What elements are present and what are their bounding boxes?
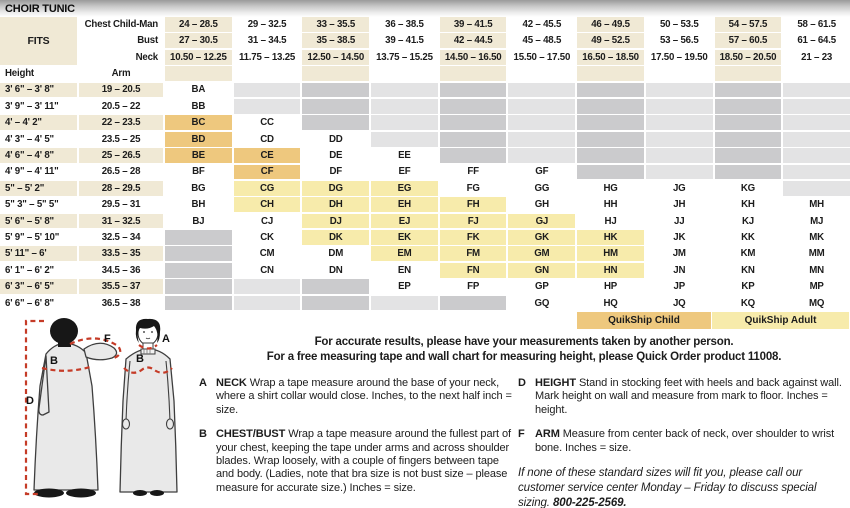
size-code-cell-quikship-adult: EK xyxy=(371,230,438,245)
size-unavailable-cell xyxy=(783,83,850,98)
subheader-spacer-cell xyxy=(646,66,713,81)
size-code-cell: HJ xyxy=(577,214,644,229)
instructions-left-column xyxy=(199,377,513,506)
size-unavailable-cell xyxy=(783,99,850,114)
size-unavailable-cell xyxy=(302,296,369,311)
size-unavailable-cell xyxy=(440,115,507,130)
size-code-cell-quikship-adult: DJ xyxy=(302,214,369,229)
size-code-cell: MP xyxy=(783,279,850,294)
section-term-height: HEIGHT xyxy=(535,377,576,389)
arm-range-cell: 20.5 – 22 xyxy=(79,99,163,114)
subheader-spacer-cell xyxy=(783,66,850,81)
fit-range-cell: 49 – 52.5 xyxy=(577,33,644,48)
size-unavailable-cell xyxy=(371,83,438,98)
arm-range-cell: 19 – 20.5 xyxy=(79,83,163,98)
size-code-cell: MJ xyxy=(783,214,850,229)
arm-range-cell: 35.5 – 37 xyxy=(79,279,163,294)
fit-range-cell: 45 – 48.5 xyxy=(508,33,575,48)
size-code-cell: JQ xyxy=(646,296,713,311)
size-code-cell: KJ xyxy=(715,214,782,229)
size-code-cell: EP xyxy=(371,279,438,294)
size-unavailable-cell xyxy=(371,132,438,147)
figure-label-f: F xyxy=(104,333,111,345)
size-unavailable-cell xyxy=(646,132,713,147)
size-unavailable-cell xyxy=(440,148,507,163)
section-text-chest-bust xyxy=(216,428,513,495)
section-body-chest-bust: Wrap a tape measure around the fullest part of your chest, keeping the tape under arms and across shoulder blades. Wrap loosely, with a couple of fingers between tape and body. (Ladies, note that bra size is not bust size – please measure for accurate size.) Inches = size. xyxy=(216,428,511,494)
size-code-cell: MK xyxy=(783,230,850,245)
subheader-spacer-cell xyxy=(715,66,782,81)
height-range-cell: 4' 3" – 4' 5" xyxy=(0,132,77,147)
size-unavailable-cell xyxy=(715,148,782,163)
size-code-cell: BB xyxy=(165,99,232,114)
size-unavailable-cell xyxy=(783,132,850,147)
size-unavailable-cell xyxy=(302,115,369,130)
size-code-cell-quikship-adult: CH xyxy=(234,197,301,212)
size-code-cell: GG xyxy=(508,181,575,196)
subheader-spacer-cell xyxy=(440,66,507,81)
fit-range-cell: 53 – 56.5 xyxy=(646,33,713,48)
size-code-cell-quikship-adult: FN xyxy=(440,263,507,278)
size-code-cell: JG xyxy=(646,181,713,196)
size-unavailable-cell xyxy=(646,83,713,98)
instructions-right-column xyxy=(518,377,848,508)
arm-range-cell: 22 – 23.5 xyxy=(79,115,163,130)
fit-range-cell: 13.75 – 15.25 xyxy=(371,50,438,65)
arm-range-cell: 34.5 – 36 xyxy=(79,263,163,278)
size-unavailable-cell xyxy=(715,83,782,98)
size-code-cell: KG xyxy=(715,181,782,196)
size-code-cell-quikship-child: BC xyxy=(165,115,232,130)
size-unavailable-cell xyxy=(234,279,301,294)
size-code-cell-quikship-adult: GM xyxy=(508,246,575,261)
fit-row-label: Chest Child-Man xyxy=(79,17,163,32)
size-code-cell: CD xyxy=(234,132,301,147)
size-code-cell-quikship-adult: FK xyxy=(440,230,507,245)
size-unavailable-cell xyxy=(783,148,850,163)
fit-range-cell: 12.50 – 14.50 xyxy=(302,50,369,65)
fit-range-cell: 10.50 – 12.25 xyxy=(165,50,232,65)
size-code-cell: HQ xyxy=(577,296,644,311)
size-unavailable-cell xyxy=(165,263,232,278)
size-code-cell: JM xyxy=(646,246,713,261)
arm-range-cell: 32.5 – 34 xyxy=(79,230,163,245)
size-code-cell-quikship-adult: FM xyxy=(440,246,507,261)
size-unavailable-cell xyxy=(371,115,438,130)
size-code-cell: BA xyxy=(165,83,232,98)
height-range-cell: 3' 6" – 3' 8" xyxy=(0,83,77,98)
subheader-spacer-cell xyxy=(234,66,301,81)
size-code-cell-quikship-adult: DH xyxy=(302,197,369,212)
size-code-cell: FG xyxy=(440,181,507,196)
size-code-cell: EF xyxy=(371,165,438,180)
page-title: CHOIR TUNIC xyxy=(5,2,75,15)
size-unavailable-cell xyxy=(165,246,232,261)
section-chest-bust xyxy=(199,428,513,495)
size-code-cell-quikship-adult: CG xyxy=(234,181,301,196)
size-code-cell: EE xyxy=(371,148,438,163)
special-sizing-text: If none of these standard sizes will fit you, please call our customer service center Monday – Friday to discuss special sizing. xyxy=(518,467,817,508)
size-code-cell: CN xyxy=(234,263,301,278)
fit-range-cell: 50 – 53.5 xyxy=(646,17,713,32)
size-code-cell-quikship-adult: HK xyxy=(577,230,644,245)
size-code-cell: HG xyxy=(577,181,644,196)
intro-line-2: For a free measuring tape and wall chart for measuring height, please Quick Order product 11008. xyxy=(266,351,782,363)
height-range-cell: 5" 3" – 5" 5" xyxy=(0,197,77,212)
section-letter-f: F xyxy=(518,428,525,441)
size-code-cell: BH xyxy=(165,197,232,212)
section-body-neck: Wrap a tape measure around the base of your neck, where a shirt collar would close. Inches, to the next half inch = size. xyxy=(216,377,512,416)
fit-range-cell: 54 – 57.5 xyxy=(715,17,782,32)
fit-row-label: Neck xyxy=(79,50,163,65)
size-code-cell: HH xyxy=(577,197,644,212)
section-term-chest-bust: CHEST/BUST xyxy=(216,428,286,441)
size-code-cell: GH xyxy=(508,197,575,212)
fit-range-cell: 39 – 41.5 xyxy=(371,33,438,48)
size-code-cell-quikship-adult: EH xyxy=(371,197,438,212)
section-text-height xyxy=(535,377,848,417)
size-code-cell: EN xyxy=(371,263,438,278)
section-term-neck: NECK xyxy=(216,377,247,389)
size-code-cell: FF xyxy=(440,165,507,180)
tunic-illustration xyxy=(2,316,198,508)
fit-range-cell: 36 – 38.5 xyxy=(371,17,438,32)
intro-text xyxy=(200,335,848,365)
size-code-cell: DE xyxy=(302,148,369,163)
size-unavailable-cell xyxy=(783,165,850,180)
size-code-cell-quikship-adult: DG xyxy=(302,181,369,196)
height-range-cell: 4' – 4' 2" xyxy=(0,115,77,130)
section-text-neck xyxy=(216,377,513,417)
size-code-cell: DM xyxy=(302,246,369,261)
size-unavailable-cell xyxy=(371,99,438,114)
size-code-cell: CJ xyxy=(234,214,301,229)
subheader-spacer-cell xyxy=(165,66,232,81)
size-unavailable-cell xyxy=(646,99,713,114)
size-unavailable-cell xyxy=(440,296,507,311)
figure-label-d: D xyxy=(26,395,34,407)
size-unavailable-cell xyxy=(508,132,575,147)
size-code-cell-quikship-adult: GJ xyxy=(508,214,575,229)
size-unavailable-cell xyxy=(646,148,713,163)
height-range-cell: 4' 6" – 4' 8" xyxy=(0,148,77,163)
fit-range-cell: 31 – 34.5 xyxy=(234,33,301,48)
arm-range-cell: 29.5 – 31 xyxy=(79,197,163,212)
front-view-figure xyxy=(120,319,177,496)
size-unavailable-cell xyxy=(440,99,507,114)
size-code-cell: KQ xyxy=(715,296,782,311)
section-body-arm: Measure from center back of neck, over shoulder to wrist bone. Inches = size. xyxy=(535,428,835,454)
size-code-cell: JK xyxy=(646,230,713,245)
arm-range-cell: 33.5 – 35 xyxy=(79,246,163,261)
size-unavailable-cell xyxy=(646,165,713,180)
fit-row-label: Bust xyxy=(79,33,163,48)
size-code-cell-quikship-child: BE xyxy=(165,148,232,163)
section-arm xyxy=(518,428,848,455)
tunic-illustration-svg xyxy=(2,316,198,508)
fit-range-cell: 42 – 44.5 xyxy=(440,33,507,48)
size-unavailable-cell xyxy=(302,83,369,98)
size-code-cell: MM xyxy=(783,246,850,261)
fit-range-cell: 42 – 45.5 xyxy=(508,17,575,32)
size-unavailable-cell xyxy=(371,296,438,311)
size-code-cell-quikship-child: CE xyxy=(234,148,301,163)
height-range-cell: 4' 9" – 4' 11" xyxy=(0,165,77,180)
size-unavailable-cell xyxy=(577,132,644,147)
section-letter-a: A xyxy=(199,377,207,389)
size-code-cell-quikship-adult: FJ xyxy=(440,214,507,229)
size-code-cell: KP xyxy=(715,279,782,294)
size-unavailable-cell xyxy=(234,296,301,311)
fit-range-cell: 61 – 64.5 xyxy=(783,33,850,48)
fit-range-cell: 11.75 – 13.25 xyxy=(234,50,301,65)
size-unavailable-cell xyxy=(165,296,232,311)
size-unavailable-cell xyxy=(165,279,232,294)
size-unavailable-cell xyxy=(715,99,782,114)
back-view-figure xyxy=(26,318,120,498)
size-code-cell: BG xyxy=(165,181,232,196)
size-code-cell: MH xyxy=(783,197,850,212)
size-code-cell: CK xyxy=(234,230,301,245)
height-range-cell: 5" – 5' 2" xyxy=(0,181,77,196)
size-code-cell: DN xyxy=(302,263,369,278)
size-table xyxy=(0,17,850,311)
quikship-legend xyxy=(577,312,849,329)
size-unavailable-cell xyxy=(577,115,644,130)
fit-range-cell: 17.50 – 19.50 xyxy=(646,50,713,65)
fit-range-cell: 58 – 61.5 xyxy=(783,17,850,32)
size-code-cell: JP xyxy=(646,279,713,294)
size-code-cell-quikship-adult: HM xyxy=(577,246,644,261)
size-unavailable-cell xyxy=(577,165,644,180)
size-code-cell: CC xyxy=(234,115,301,130)
size-code-cell: FP xyxy=(440,279,507,294)
size-unavailable-cell xyxy=(715,115,782,130)
fits-label: FITS xyxy=(0,17,77,65)
section-neck xyxy=(199,377,513,417)
fit-range-cell: 21 – 23 xyxy=(783,50,850,65)
size-unavailable-cell xyxy=(508,99,575,114)
size-code-cell: BJ xyxy=(165,214,232,229)
size-code-cell: DF xyxy=(302,165,369,180)
section-letter-d: D xyxy=(518,377,526,389)
title-bar xyxy=(0,0,850,17)
height-range-cell: 6' 3" – 6' 5" xyxy=(0,279,77,294)
size-code-cell: HP xyxy=(577,279,644,294)
arm-range-cell: 23.5 – 25 xyxy=(79,132,163,147)
section-letter-b: B xyxy=(199,428,207,441)
fit-range-cell: 27 – 30.5 xyxy=(165,33,232,48)
size-unavailable-cell xyxy=(783,115,850,130)
section-term-arm: ARM xyxy=(535,428,560,441)
size-code-cell: DD xyxy=(302,132,369,147)
size-code-cell: KN xyxy=(715,263,782,278)
size-code-cell: GF xyxy=(508,165,575,180)
fit-range-cell: 39 – 41.5 xyxy=(440,17,507,32)
size-unavailable-cell xyxy=(715,132,782,147)
section-body-height: Stand in stocking feet with heels and back against wall. Mark height on wall and measure from mark to floor. Inches = height. xyxy=(535,377,842,416)
size-unavailable-cell xyxy=(165,230,232,245)
special-sizing-note xyxy=(518,466,848,508)
legend-quikship-child: QuikShip Child xyxy=(577,312,711,329)
size-unavailable-cell xyxy=(577,99,644,114)
size-code-cell-quikship-adult: FH xyxy=(440,197,507,212)
section-text-arm xyxy=(535,428,848,455)
size-code-cell: GQ xyxy=(508,296,575,311)
size-code-cell-quikship-adult: EM xyxy=(371,246,438,261)
size-code-cell-quikship-adult: HN xyxy=(577,263,644,278)
size-unavailable-cell xyxy=(302,279,369,294)
figure-label-a: A xyxy=(162,333,170,345)
customer-service-phone: 800-225-2569. xyxy=(553,497,627,508)
size-unavailable-cell xyxy=(508,83,575,98)
subheader-spacer-cell xyxy=(302,66,369,81)
fit-range-cell: 29 – 32.5 xyxy=(234,17,301,32)
size-unavailable-cell xyxy=(577,83,644,98)
size-code-cell: KK xyxy=(715,230,782,245)
subheader-spacer-cell xyxy=(577,66,644,81)
fit-range-cell: 15.50 – 17.50 xyxy=(508,50,575,65)
size-code-cell-quikship-adult: GN xyxy=(508,263,575,278)
arm-range-cell: 28 – 29.5 xyxy=(79,181,163,196)
size-unavailable-cell xyxy=(783,181,850,196)
figure-label-b-back: B xyxy=(50,355,58,367)
height-range-cell: 6' 6" – 6' 8" xyxy=(0,296,77,311)
size-unavailable-cell xyxy=(234,99,301,114)
size-code-cell: KM xyxy=(715,246,782,261)
size-code-cell: BF xyxy=(165,165,232,180)
size-code-cell-quikship-child: BD xyxy=(165,132,232,147)
size-unavailable-cell xyxy=(715,165,782,180)
size-code-cell-quikship-adult: GK xyxy=(508,230,575,245)
height-range-cell: 3' 9" – 3' 11" xyxy=(0,99,77,114)
fit-range-cell: 35 – 38.5 xyxy=(302,33,369,48)
size-code-cell: CM xyxy=(234,246,301,261)
size-unavailable-cell xyxy=(646,115,713,130)
arm-range-cell: 25 – 26.5 xyxy=(79,148,163,163)
arm-range-cell: 36.5 – 38 xyxy=(79,296,163,311)
height-range-cell: 6' 1" – 6' 2" xyxy=(0,263,77,278)
size-code-cell-quikship-adult: DK xyxy=(302,230,369,245)
size-unavailable-cell xyxy=(508,148,575,163)
subheader-spacer-cell xyxy=(508,66,575,81)
size-unavailable-cell xyxy=(577,148,644,163)
height-range-cell: 5' 11" – 6' xyxy=(0,246,77,261)
intro-line-1: For accurate results, please have your measurements taken by another person. xyxy=(314,336,734,348)
fit-range-cell: 46 – 49.5 xyxy=(577,17,644,32)
size-unavailable-cell xyxy=(234,83,301,98)
arm-column-header: Arm xyxy=(79,66,163,81)
size-code-cell: JN xyxy=(646,263,713,278)
fit-range-cell: 57 – 60.5 xyxy=(715,33,782,48)
arm-range-cell: 26.5 – 28 xyxy=(79,165,163,180)
size-unavailable-cell xyxy=(302,99,369,114)
fit-range-cell: 16.50 – 18.50 xyxy=(577,50,644,65)
size-unavailable-cell xyxy=(440,132,507,147)
height-column-header: Height xyxy=(0,66,77,81)
fit-range-cell: 33 – 35.5 xyxy=(302,17,369,32)
fit-range-cell: 18.50 – 20.50 xyxy=(715,50,782,65)
section-height xyxy=(518,377,848,417)
fit-range-cell: 14.50 – 16.50 xyxy=(440,50,507,65)
figure-label-b-front: B xyxy=(136,353,144,365)
legend-quikship-adult: QuikShip Adult xyxy=(712,312,849,329)
height-range-cell: 5' 6" – 5' 8" xyxy=(0,214,77,229)
size-code-cell: JJ xyxy=(646,214,713,229)
subheader-spacer-cell xyxy=(371,66,438,81)
size-code-cell: KH xyxy=(715,197,782,212)
size-code-cell-quikship-adult: EJ xyxy=(371,214,438,229)
size-code-cell-quikship-child: CF xyxy=(234,165,301,180)
height-range-cell: 5' 9" – 5' 10" xyxy=(0,230,77,245)
size-code-cell: MQ xyxy=(783,296,850,311)
size-code-cell-quikship-adult: EG xyxy=(371,181,438,196)
size-code-cell: GP xyxy=(508,279,575,294)
size-unavailable-cell xyxy=(440,83,507,98)
size-code-cell: MN xyxy=(783,263,850,278)
fit-range-cell: 24 – 28.5 xyxy=(165,17,232,32)
size-code-cell: JH xyxy=(646,197,713,212)
size-unavailable-cell xyxy=(508,115,575,130)
arm-range-cell: 31 – 32.5 xyxy=(79,214,163,229)
